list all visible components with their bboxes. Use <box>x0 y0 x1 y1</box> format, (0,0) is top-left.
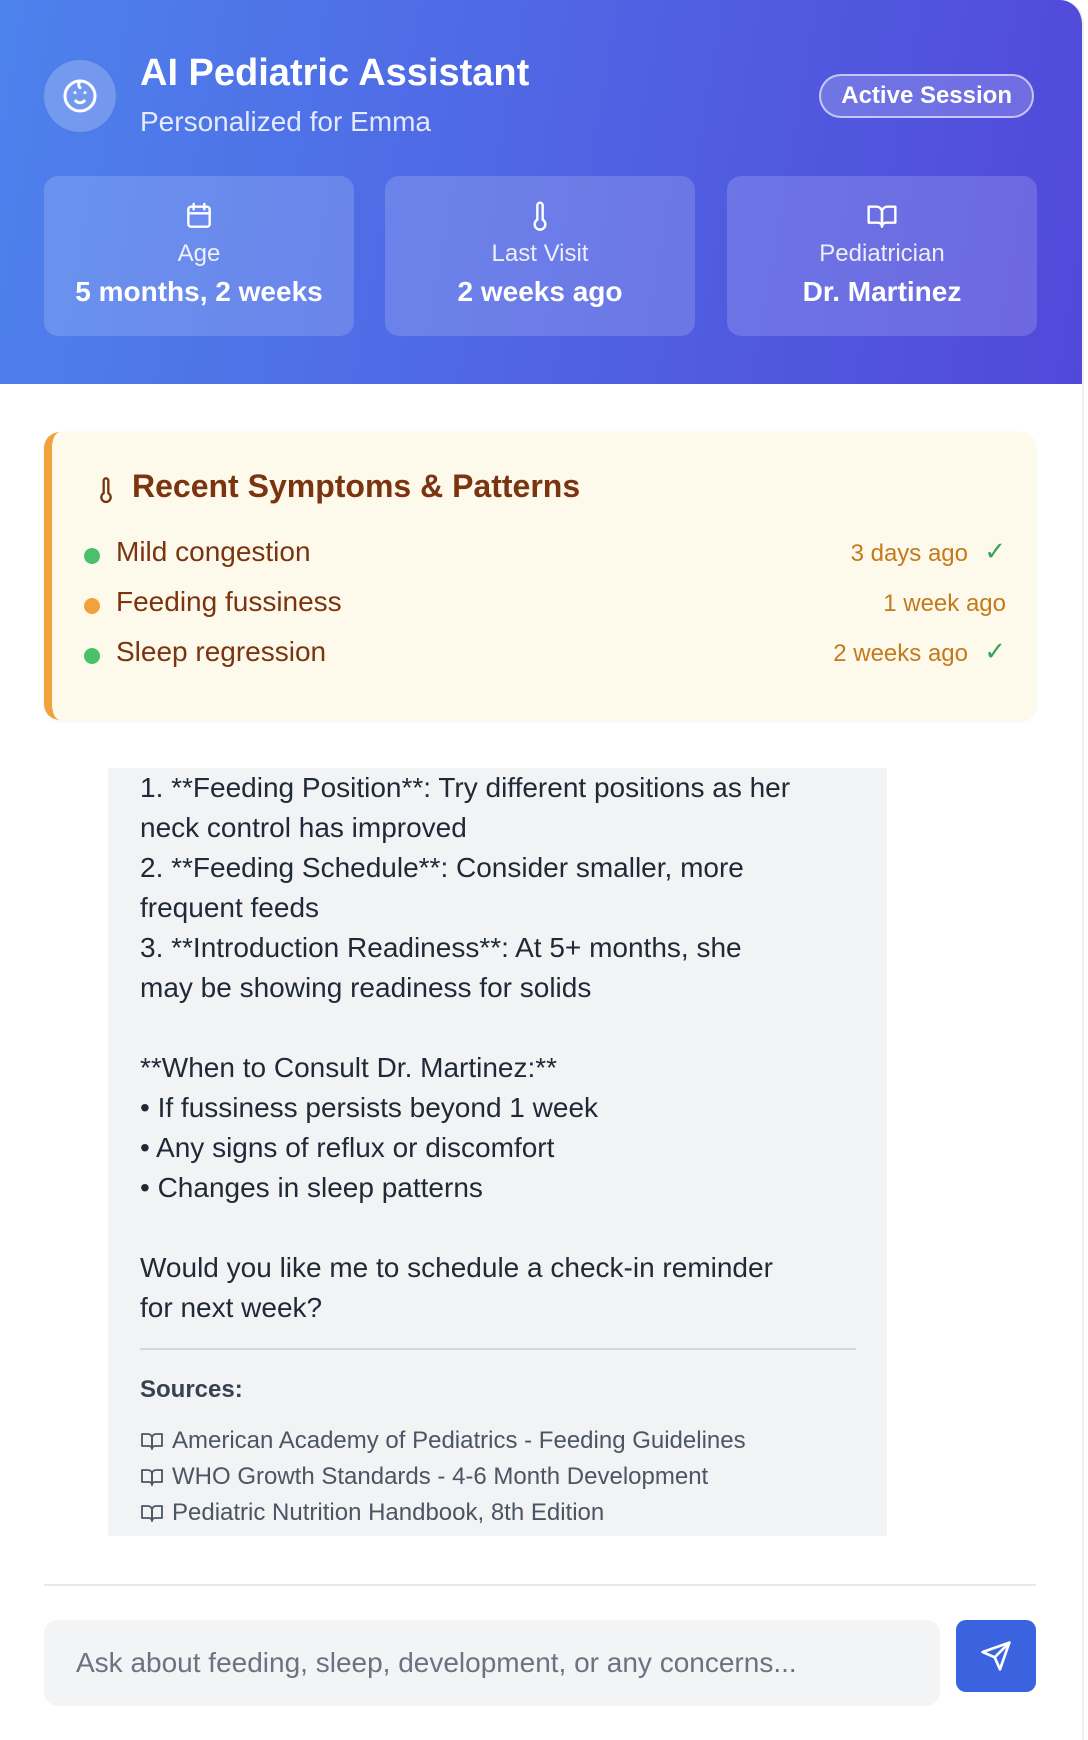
list-item <box>52 634 1036 674</box>
source-item <box>140 1424 746 1458</box>
page-subtitle: Personalized for Emma <box>140 106 432 137</box>
status-dot <box>84 548 100 564</box>
chat-input[interactable] <box>44 1620 940 1706</box>
stat-label: Age <box>177 240 221 267</box>
symptom-time: 2 weeks ago <box>833 640 968 667</box>
status-dot <box>84 648 100 664</box>
stat-label: Pediatrician <box>819 240 945 267</box>
stat-value: 5 months, 2 weeks <box>75 276 323 307</box>
check-icon: ✓ <box>984 536 1006 566</box>
symptom-time: 3 days ago <box>850 540 968 567</box>
divider <box>140 1348 856 1350</box>
source-item <box>140 1496 604 1530</box>
source-label: Pediatric Nutrition Handbook, 8th Edition <box>172 1499 605 1526</box>
stat-last-visit <box>385 176 695 336</box>
assistant-message <box>108 768 887 1536</box>
symptom-name: Mild congestion <box>116 536 311 567</box>
book-icon <box>866 200 898 232</box>
book-icon <box>140 1503 164 1523</box>
send-icon <box>980 1640 1012 1672</box>
list-item <box>52 584 1036 624</box>
sources-title: Sources: <box>140 1376 243 1403</box>
symptom-name: Sleep regression <box>116 636 327 667</box>
stat-age <box>44 176 354 336</box>
symptom-name: Feeding fussiness <box>116 586 342 617</box>
source-label: American Academy of Pediatrics - Feeding Guidelines <box>172 1427 746 1454</box>
divider <box>44 1584 1036 1586</box>
stat-label: Last Visit <box>491 240 589 267</box>
stat-pediatrician <box>727 176 1037 336</box>
stat-value: 2 weeks ago <box>457 276 623 307</box>
send-button[interactable] <box>956 1620 1036 1692</box>
thermometer-icon <box>92 474 120 506</box>
check-icon: ✓ <box>984 636 1006 666</box>
thermometer-icon <box>524 200 556 232</box>
calendar-icon <box>183 200 215 232</box>
symptoms-panel <box>44 432 1036 720</box>
symptom-time: 1 week ago <box>883 590 1006 617</box>
status-badge: Active Session <box>819 74 1034 118</box>
stat-value: Dr. Martinez <box>802 276 962 307</box>
baby-face-icon <box>44 60 116 132</box>
book-icon <box>140 1431 164 1451</box>
status-dot <box>84 598 100 614</box>
source-label: WHO Growth Standards - 4-6 Month Development <box>172 1463 709 1490</box>
source-item <box>140 1460 708 1494</box>
header <box>0 0 1084 384</box>
book-icon <box>140 1467 164 1487</box>
page-title: AI Pediatric Assistant <box>140 52 530 94</box>
list-item <box>52 534 1036 574</box>
symptoms-title: Recent Symptoms & Patterns <box>132 468 581 504</box>
message-text: 1. **Feeding Position**: Try different positions as her neck control has improved 2. **Feeding Schedule**: Consider smaller, more frequent feeds 3. **Introduction Readiness**: At 5+ months, she may be showing readiness for solids **When to Consult Dr. Martinez:** • If fussiness persists beyond 1 week • Any signs of reflux or discomfort • Changes in sleep patterns Would you like me to schedule a check-in reminder for next week? <box>140 772 791 1323</box>
